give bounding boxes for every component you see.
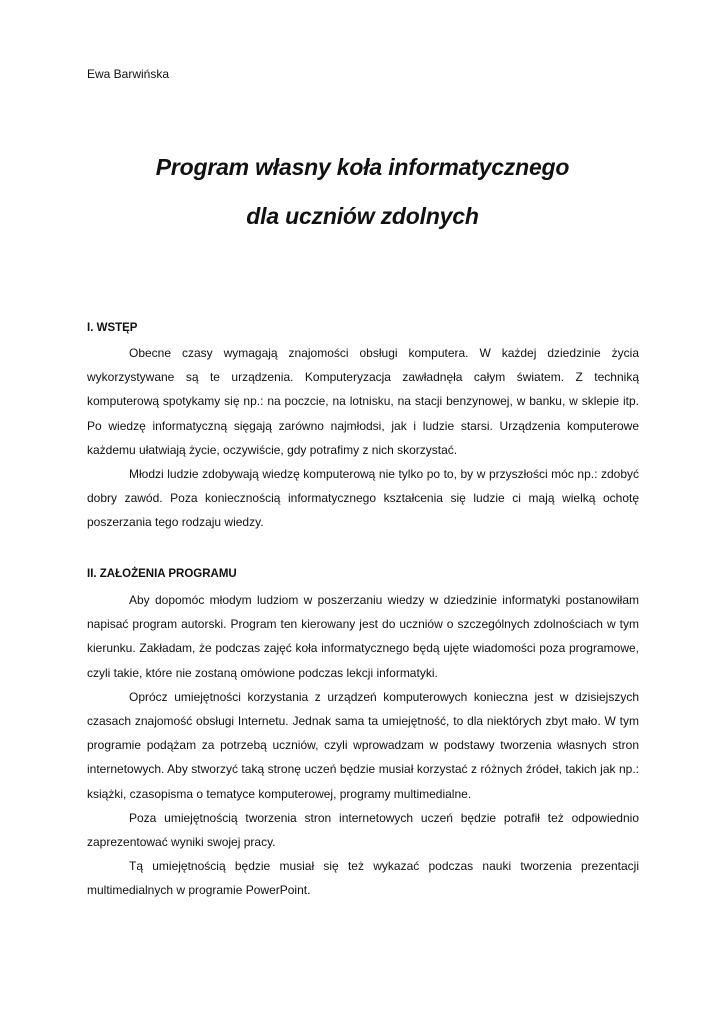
section-heading: II. ZAŁOŻENIA PROGRAMU — [87, 568, 237, 580]
document-title-line-1: Program własny koła informatycznego — [155, 154, 570, 180]
paragraph: Poza umiejętnością tworzenia stron internetowych uczeń będzie potrafił też odpowiednio zaprezentować wyniki swojej pracy. — [87, 810, 639, 850]
section-program-assumptions — [87, 566, 639, 903]
paragraph: Aby dopomóc młodym ludziom w poszerzaniu wiedzy w dziedzinie informatyki postanowiłam napisać program autorski. Program ten kierowany jest do uczniów o szczególnych zdolnościach w tym kierunku. Zakładam, że podczas zajęć koła informatycznego będą ujęte wiadomości poza programowe, czyli takie, które nie zostaną omówione podczas lekcji informatyki. — [87, 593, 639, 680]
paragraph: Oprócz umiejętności korzystania z urządzeń komputerowych konieczna jest w dzisiejszych czasach znajomość obsługi Internetu. Jednak sama ta umiejętność, to dla niektórych zbyt mało. W tym programie podążam za potrzebą uczniów, czyli wprowadzam w podstawy tworzenia własnych stron internetowych. Aby stworzyć taką stronę uczeń będzie musiał korzystać z różnych źródeł, takich jak np.: książki, czasopisma o tematyce komputerowej, programy multimedialne. — [87, 689, 639, 801]
paragraph: Młodzi ludzie zdobywają wiedzę komputerową nie tylko po to, by w przyszłości móc np.: zdobyć dobry zawód. Poza koniecznością informatycznego kształcenia się ludzie ci mają wielką ochotę poszerzania tego rodzaju wiedzy. — [87, 467, 639, 530]
paragraph: Tą umiejętnością będzie musiał się też wykazać podczas nauki tworzenia prezentacji multimedialnych w programie PowerPoint. — [87, 859, 639, 898]
paragraph: Obecne czasy wymagają znajomości obsługi komputera. W każdej dziedzinie życia wykorzystywane są te urządzenia. Komputeryzacja zawładnęła całym światem. Z techniką komputerową spotykamy się np.: na poczcie, na lotnisku, na stacji benzynowej, w banku, w sklepie itp. Po wiedzę informatyczną sięgają zarówno najmłodsi, jak i ludzie starsi. Urządzenia komputerowe każdemu ułatwiają życie, oczywiście, gdy potrafimy z nich skorzystać. — [87, 346, 639, 457]
section-heading: I. WSTĘP — [87, 322, 138, 334]
document-title-line-2: dla uczniów zdolnych — [246, 203, 479, 229]
author-name: Ewa Barwińska — [87, 67, 170, 81]
section-introduction — [87, 320, 639, 535]
